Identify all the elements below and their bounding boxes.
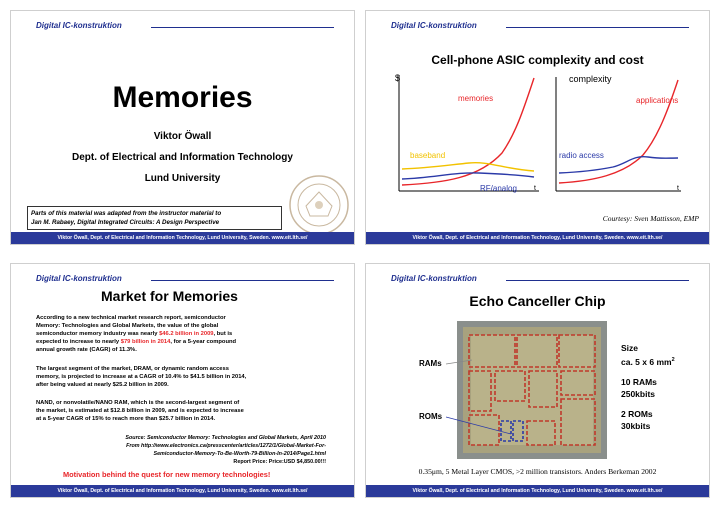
text-line: Memory: Technologies and Global Markets, the value of the global	[36, 323, 219, 329]
text-line: the market, is estimated at $12.8 billion in 2009, and is expected to increase	[36, 408, 244, 414]
text-line: The largest segment of the market, DRAM, or dynamic random access	[36, 366, 229, 372]
header-rule	[151, 27, 334, 28]
header-rule	[506, 27, 689, 28]
source-citation	[11, 434, 326, 466]
roms-pointer	[446, 417, 511, 434]
market-paragraph-2	[36, 365, 246, 389]
slide-title-text: Memories	[112, 81, 253, 114]
slide-footer: Viktor Öwall, Dept. of Electrical and Information Technology, Lund University, Sweden. www.eit.lth.se/	[11, 485, 354, 497]
text-span: expected to increase to nearly	[36, 339, 121, 345]
slide-footer: Viktor Öwall, Dept. of Electrical and Information Technology, Lund University, Sweden. www.eit.lth.se/	[366, 485, 709, 497]
baseband-curve	[402, 163, 534, 171]
radio-access-label: radio access	[559, 151, 604, 160]
slide-echo-canceller	[365, 263, 710, 498]
slide-title	[10, 10, 355, 245]
highlight-value: $79 billion in 2014	[120, 339, 171, 345]
applications-label: applications	[636, 96, 679, 105]
text-line: According to a new technical market research report, semiconductor	[36, 315, 226, 321]
text-line: memory, is projected to increase at a CAGR of 10.4% to $41.5 billion in 2014,	[36, 374, 247, 380]
university-seal-icon	[288, 174, 350, 236]
complexity-chart	[553, 75, 683, 195]
slide-footer: Viktor Öwall, Dept. of Electrical and Information Technology, Lund University, Sweden. www.eit.lth.se/	[11, 232, 354, 244]
highlight-value: $46.2 billion in 2009	[159, 331, 214, 337]
slide-footer: Viktor Öwall, Dept. of Electrical and Information Technology, Lund University, Sweden. www.eit.lth.se/	[366, 232, 709, 244]
rf-analog-label: RF/analog	[480, 184, 517, 193]
text-span: , for a 5-year compound	[170, 339, 237, 345]
courtesy-note: Courtesy: Sven Mattisson, EMP	[602, 214, 699, 223]
rams-pointer	[446, 360, 472, 364]
complexity-x-label: t	[677, 185, 679, 192]
slide-title-text: Cell-phone ASIC complexity and cost	[431, 53, 644, 67]
slide-asic-complexity	[365, 10, 710, 245]
motivation-note: Motivation behind the quest for new memory technologies!	[63, 470, 271, 479]
text-line: Semiconductor-Memory-To-Be-Worth-79-Billion-In-2014/Page1.html	[153, 451, 326, 457]
text-line: From http://www.electronics.ca/presscenter/articles/1272/1/Global-Market-For-	[126, 443, 326, 449]
roms-count: 2 ROMs	[621, 408, 653, 419]
cost-y-label: $	[395, 73, 401, 83]
baseband-label: baseband	[410, 151, 446, 160]
slide-title-text: Market for Memories	[101, 288, 238, 304]
slide-title-text: Echo Canceller Chip	[469, 293, 606, 309]
slide-header: Digital IC-konstruktion	[391, 274, 477, 283]
rams-bits: 250kbits	[621, 388, 656, 399]
text-line: Source: Semiconductor Memory: Technologies and Global Markets, April 2010	[125, 435, 326, 441]
text-line	[36, 338, 236, 346]
size-value: ca. 5 x 6 mm	[621, 356, 672, 367]
cost-x-label: t	[534, 185, 536, 192]
adaptation-note	[27, 206, 282, 230]
author-name: Viktor Öwall	[153, 131, 212, 142]
slide-market	[10, 263, 355, 498]
text-line: at a 5-year CAGR of 15% to reach more than $25.7 billion in 2014.	[36, 416, 216, 422]
rams-label: RAMs	[419, 359, 442, 368]
note-line: Jan M. Rabaey, Digital Integrated Circuits: A Design Perspective	[31, 219, 220, 226]
rf-analog-curve	[402, 173, 534, 179]
size-value-line	[621, 354, 675, 368]
rams-count: 10 RAMs	[621, 376, 657, 387]
slide-header: Digital IC-konstruktion	[36, 21, 122, 30]
slide-header: Digital IC-konstruktion	[36, 274, 122, 283]
text-span: semiconductor memory industry was nearly	[36, 331, 160, 337]
text-span: , but is	[213, 331, 233, 337]
spacer	[621, 368, 675, 376]
report-price: Report Price: Price:USD $4,850.00!!!	[233, 459, 326, 465]
chip-caption: 0.35μm, 5 Metal Layer CMOS, >2 million transistors. Anders Berkeman 2002	[418, 467, 657, 476]
chip-specs	[621, 342, 675, 432]
text-line: NAND, or nonvolatile/NANO RAM, which is the second-largest segment of	[36, 400, 240, 406]
size-label: Size	[621, 343, 639, 353]
slide-header: Digital IC-konstruktion	[391, 21, 477, 30]
university: Lund University	[144, 173, 221, 184]
complexity-y-label: complexity	[569, 74, 612, 84]
roms-label: ROMs	[419, 412, 443, 421]
text-line	[36, 330, 236, 338]
text-line: after being valued at nearly $25.2 billion in 2009.	[36, 382, 169, 388]
note-line: Parts of this material was adapted from the instructor material to	[31, 210, 222, 217]
roms-bits: 30kbits	[621, 420, 651, 431]
memories-label: memories	[458, 94, 494, 103]
market-paragraph-3	[36, 399, 244, 423]
size-exponent: 2	[671, 357, 675, 363]
department: Dept. of Electrical and Information Technology	[72, 152, 293, 163]
cost-chart	[394, 73, 542, 195]
spacer	[621, 400, 675, 408]
text-line: annual growth rate (CAGR) of 11.3%.	[36, 347, 137, 353]
market-paragraph-1	[36, 314, 236, 354]
header-rule	[151, 280, 334, 281]
